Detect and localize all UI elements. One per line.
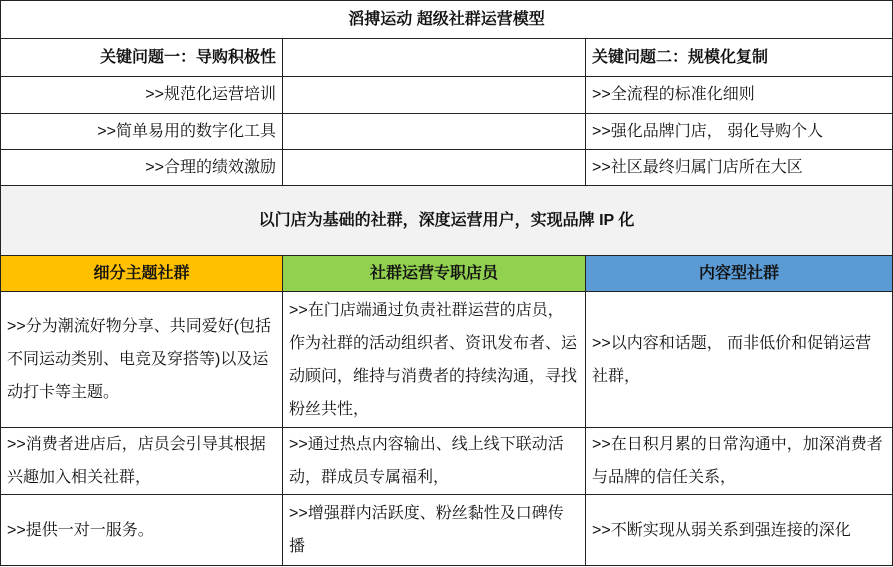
banner: 以门店为基础的社群，深度运营用户，实现品牌 IP 化	[1, 186, 893, 256]
empty-cell	[283, 114, 586, 150]
table-cell: >>通过热点内容输出、线上线下联动活动，群成员专属福利，	[283, 428, 586, 495]
column-header: 内容型社群	[586, 256, 893, 292]
issue1-item: >>合理的绩效激励	[1, 150, 283, 186]
issue2-item: >>全流程的标准化细则	[586, 77, 893, 114]
table-cell: >>在日积月累的日常沟通中，加深消费者与品牌的信任关系，	[586, 428, 893, 495]
issue1-heading: 关键问题一：导购积极性	[1, 39, 283, 77]
table-cell: >>增强群内活跃度、粉丝黏性及口碑传播	[283, 495, 586, 566]
empty-cell	[283, 77, 586, 114]
issue2-item: >>强化品牌门店， 弱化导购个人	[586, 114, 893, 150]
table-cell: >>提供一对一服务。	[1, 495, 283, 566]
column-header: 细分主题社群	[1, 256, 283, 292]
empty-cell	[283, 150, 586, 186]
empty-cell	[283, 39, 586, 77]
column-header: 社群运营专职店员	[283, 256, 586, 292]
issue2-heading: 关键问题二：规模化复制	[586, 39, 893, 77]
table-cell: >>分为潮流好物分享、共同爱好(包括不同运动类别、电竞及穿搭等)以及运动打卡等主题。	[1, 292, 283, 428]
table-cell: >>以内容和话题， 而非低价和促销运营社群，	[586, 292, 893, 428]
issue1-item: >>简单易用的数字化工具	[1, 114, 283, 150]
table-cell: >>消费者进店后，店员会引导其根据兴趣加入相关社群，	[1, 428, 283, 495]
issue1-item: >>规范化运营培训	[1, 77, 283, 114]
issue2-item: >>社区最终归属门店所在大区	[586, 150, 893, 186]
table-cell: >>在门店端通过负责社群运营的店员，作为社群的活动组织者、资讯发布者、运动顾问，维持与消费者的持续沟通，寻找粉丝共性，	[283, 292, 586, 428]
table-title: 滔搏运动 超级社群运营模型	[1, 1, 893, 39]
table-cell: >>不断实现从弱关系到强连接的深化	[586, 495, 893, 566]
